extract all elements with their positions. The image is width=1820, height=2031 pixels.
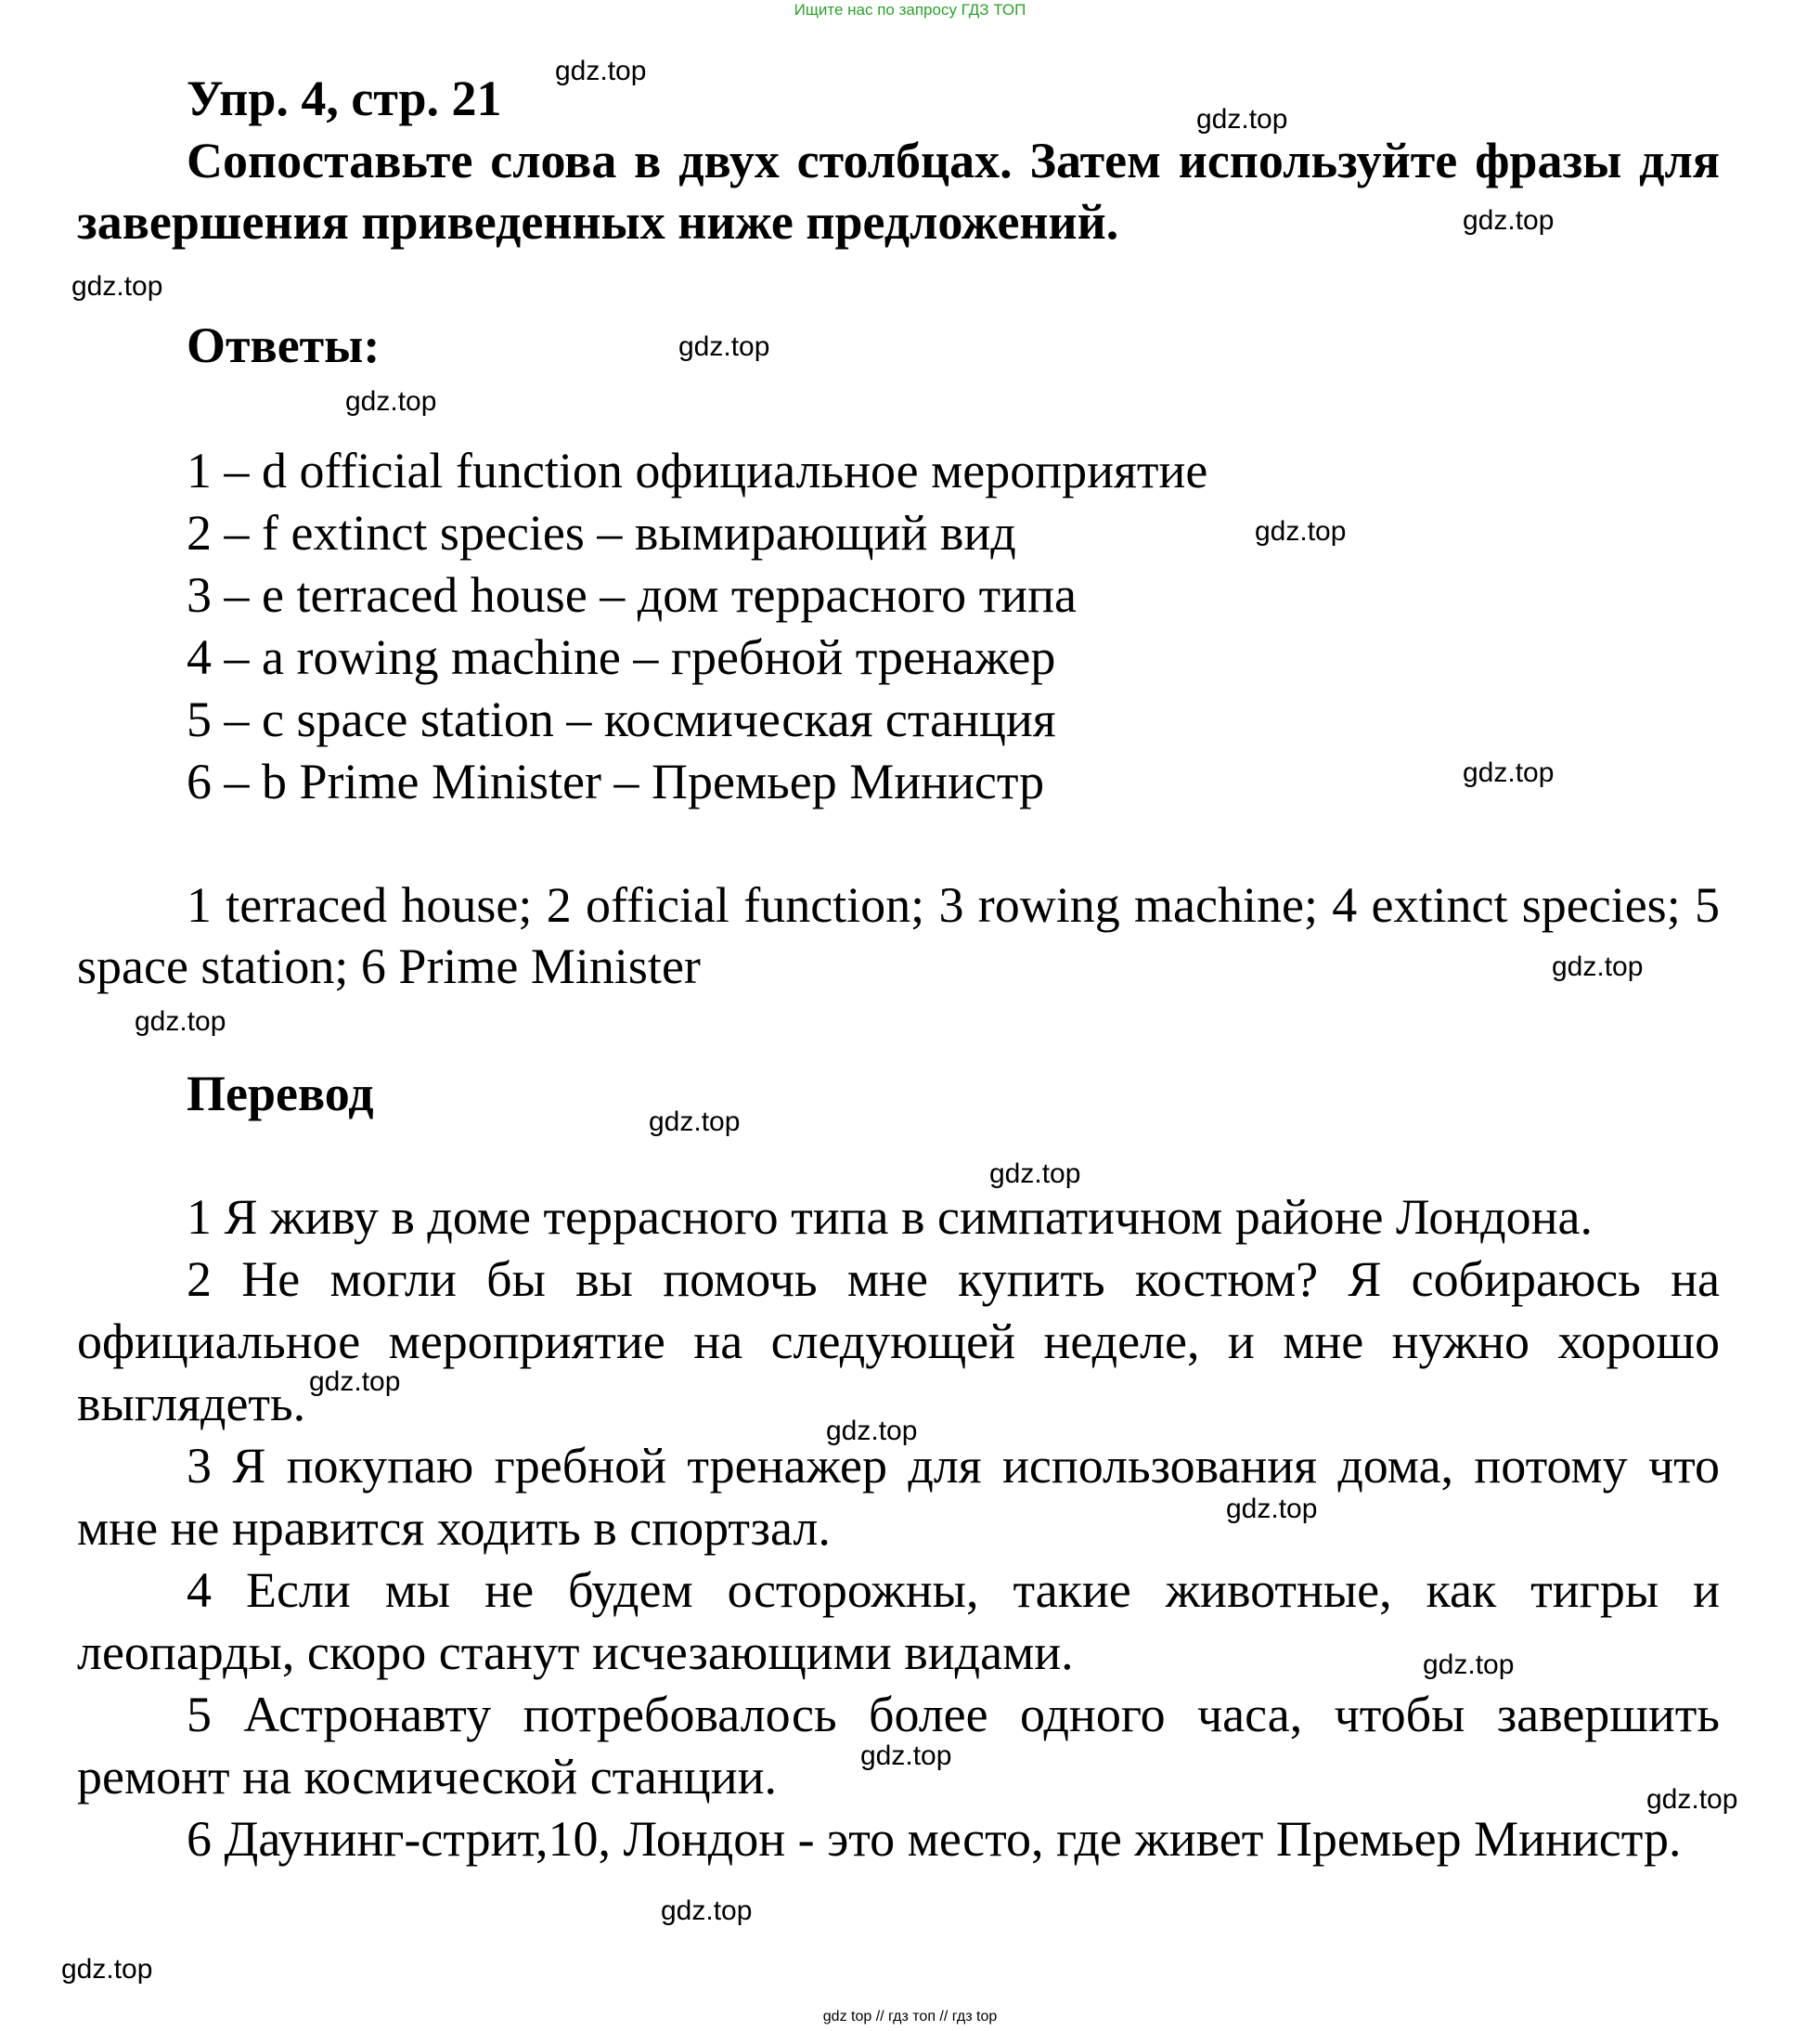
answer-item: 5 – c space station – космическая станция	[187, 692, 1056, 747]
answer-item: 1 – d official function официальное мероприятие	[187, 443, 1208, 498]
exercise-title: Упр. 4, стр. 21	[187, 71, 502, 126]
task-instruction: Сопоставьте слова в двух столбцах. Затем используйте фразы для завершения приведенных ниже предложений.	[77, 133, 1720, 250]
translation-item: 6 Даунинг-стрит,10, Лондон - это место, где живет Премьер Министр.	[187, 1811, 1682, 1867]
watermark: gdz.top	[1196, 104, 1288, 135]
watermark: gdz.top	[1255, 516, 1347, 547]
translation-item: 2 Не могли бы вы помочь мне купить костюм? Я собираюсь на официальное мероприятие на следующей неделе, и мне нужно хорошо выглядеть.	[77, 1251, 1720, 1431]
answer-item: 4 – a rowing machine – гребной тренажер	[187, 629, 1056, 685]
watermark: gdz.top	[649, 1106, 741, 1137]
watermark: gdz.top	[345, 386, 437, 417]
answers-list	[187, 440, 1207, 813]
watermark: gdz.top	[678, 331, 770, 362]
translation-item: 3 Я покупаю гребной тренажер для использования дома, потому что мне не нравится ходить в спортзал.	[77, 1438, 1720, 1556]
fill-answers: 1 terraced house; 2 official function; 3 rowing machine; 4 extinct species; 5 space station; 6 Prime Minister	[77, 877, 1720, 994]
watermark: gdz.top	[1552, 951, 1644, 982]
answer-item: 3 – e terraced house – дом террасного типа	[187, 567, 1077, 623]
watermark: gdz.top	[860, 1740, 952, 1771]
watermark: gdz.top	[135, 1006, 226, 1037]
watermark: gdz.top	[1423, 1649, 1515, 1680]
translation-heading: Перевод	[187, 1066, 374, 1121]
watermark: gdz.top	[1463, 205, 1555, 236]
watermark: gdz.top	[826, 1416, 918, 1446]
watermark: gdz.top	[661, 1895, 753, 1926]
watermark: gdz.top	[61, 1954, 153, 1985]
watermark: gdz.top	[71, 271, 163, 302]
translation-item: 1 Я живу в доме террасного типа в симпатичном районе Лондона.	[187, 1189, 1593, 1245]
watermark: gdz.top	[309, 1366, 401, 1397]
watermark: gdz.top	[1226, 1494, 1318, 1524]
watermark: gdz.top	[1646, 1784, 1738, 1815]
answer-item: 6 – b Prime Minister – Премьер Министр	[187, 754, 1045, 809]
watermark: gdz.top	[555, 56, 647, 86]
translation-item: 5 Астронавту потребовалось более одного часа, чтобы завершить ремонт на космической станции.	[77, 1687, 1720, 1805]
footer-banner: gdz top // гдз топ // гдз top	[822, 2009, 998, 2025]
answers-heading: Ответы:	[187, 317, 381, 373]
watermark: gdz.top	[989, 1158, 1081, 1189]
translation-item: 4 Если мы не будем осторожны, такие животные, как тигры и леопарды, скоро станут исчезающими видами.	[77, 1562, 1720, 1680]
top-banner: Ищите нас по запросу ГДЗ ТОП	[794, 1, 1026, 19]
answer-item: 2 – f extinct species – вымирающий вид	[187, 505, 1016, 561]
watermark: gdz.top	[1463, 757, 1555, 788]
